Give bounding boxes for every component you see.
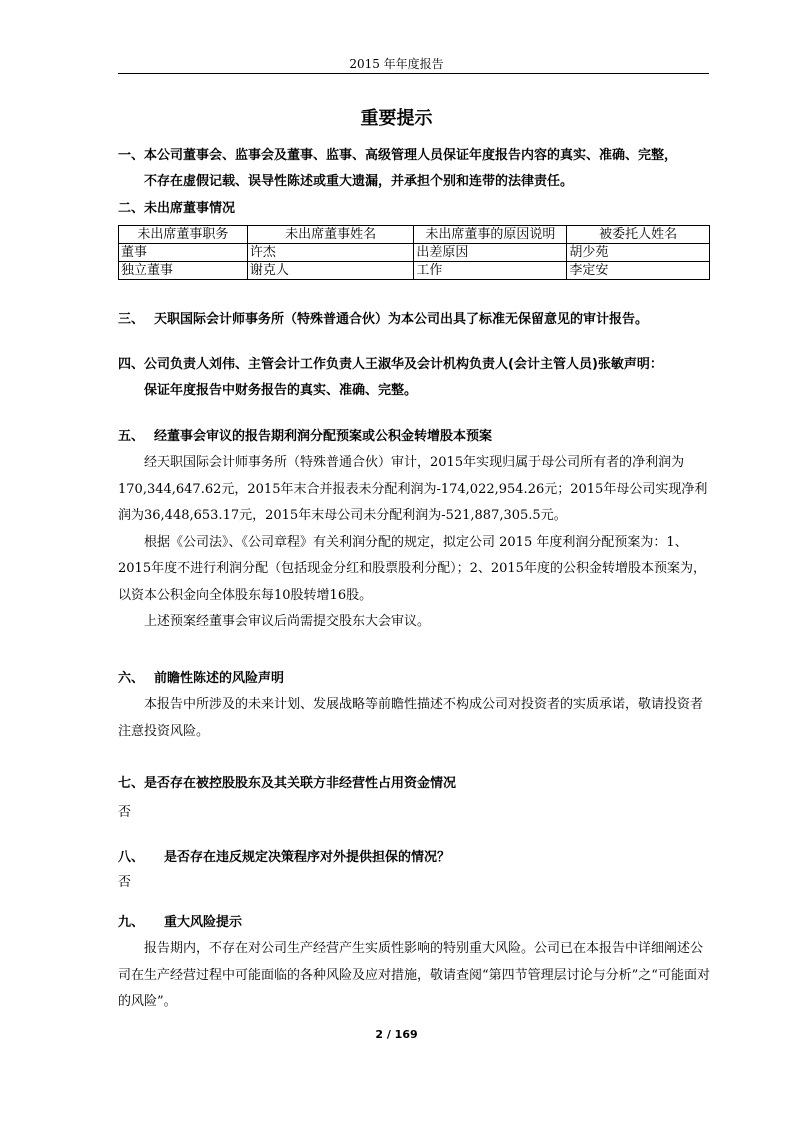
page-number: 2 / 169 bbox=[375, 1028, 418, 1041]
section-7-heading bbox=[118, 771, 710, 797]
section-5 bbox=[118, 424, 710, 636]
table-cell: 李定安 bbox=[567, 262, 710, 280]
section-9 bbox=[118, 910, 710, 1016]
section-8-title: 是否存在违反规定决策程序对外提供担保的情况？ bbox=[164, 850, 451, 865]
section-7-answer: 否 bbox=[118, 805, 132, 820]
section-3-text: 天职国际会计师事务所（特殊普通合伙）为本公司出具了标准无保留意见的审计报告。 bbox=[154, 312, 649, 327]
section-5-paragraph-2: 根据《公司法》、《公司章程》有关利润分配的规定，拟定公司 2015 年度利润分配预案为：1、2015年度不进行利润分配（包括现金分红和股票股利分配）；2、2015年度的公积金转增股本预案为，以资本公积金向全体股东每10股转增16股。 bbox=[118, 534, 706, 603]
section-9-number: 九、 bbox=[118, 915, 145, 930]
section-4-line-1 bbox=[118, 352, 710, 378]
table-row bbox=[119, 262, 710, 280]
section-8-number: 八、 bbox=[118, 850, 145, 865]
table-cell: 谢克人 bbox=[247, 262, 414, 280]
section-5-paragraph-3: 上述预案经董事会审议后尚需提交股东大会审议。 bbox=[144, 614, 431, 629]
table-header-cell: 未出席董事的原因说明 bbox=[414, 226, 567, 244]
section-9-paragraph: 报告期内，不存在对公司生产经营产生实质性影响的特别重大风险。公司已在本报告中详细阐述公司在生产经营过程中可能面临的各种风险及应对措施，敬请查阅“第四节管理层讨论与分析”之“可能面对的风险”。 bbox=[118, 941, 710, 1009]
section-1-number: 一、 bbox=[118, 148, 145, 163]
section-4-number: 四、 bbox=[118, 357, 145, 372]
table-header-cell: 未出席董事职务 bbox=[119, 226, 248, 244]
table-cell: 工作 bbox=[414, 262, 567, 280]
table-cell: 独立董事 bbox=[119, 262, 248, 280]
section-5-heading bbox=[118, 424, 710, 450]
running-header: 2015 年年度报告 bbox=[349, 57, 444, 71]
section-6-paragraph: 本报告中所涉及的未来计划、发展战略等前瞻性描述不构成公司对投资者的实质承诺，敬请投资者注意投资风险。 bbox=[118, 697, 704, 739]
section-4-text-1: 公司负责人刘伟、主管会计工作负责人王淑华及会计机构负责人(会计主管人员)张敏声明： bbox=[144, 357, 663, 372]
table-header-row bbox=[119, 226, 710, 244]
section-8-heading bbox=[118, 845, 710, 871]
section-7 bbox=[118, 771, 710, 823]
section-6 bbox=[118, 666, 710, 745]
section-7-number: 七、 bbox=[118, 776, 145, 791]
section-7-title: 是否存在被控股股东及其关联方非经营性占用资金情况 bbox=[144, 776, 457, 791]
section-6-heading bbox=[118, 666, 710, 692]
section-6-number: 六、 bbox=[118, 671, 145, 686]
section-1 bbox=[118, 143, 710, 195]
section-2-number: 二、 bbox=[118, 201, 145, 216]
section-5-title: 经董事会审议的报告期利润分配预案或公积金转增股本预案 bbox=[154, 429, 493, 444]
section-9-heading bbox=[118, 910, 710, 936]
section-4 bbox=[118, 352, 710, 404]
table-row bbox=[119, 244, 710, 262]
section-1-line-1 bbox=[118, 143, 710, 169]
table-cell: 许杰 bbox=[247, 244, 414, 262]
section-4-line-2: 保证年度报告中财务报告的真实、准确、完整。 bbox=[144, 383, 418, 398]
section-5-paragraph-1: 经天职国际会计师事务所（特殊普通合伙）审计，2015年实现归属于母公司所有者的净利润为170,344,647.62元，2015年末合并报表未分配利润为-174,022,954.26元；2015年母公司实现净利润为36,448,653.17元，2015年末母公司未分配利润为-521,887,305.5元。 bbox=[118, 455, 708, 523]
section-3 bbox=[118, 307, 710, 333]
table-header-cell: 未出席董事姓名 bbox=[247, 226, 414, 244]
section-1-line-2: 不存在虚假记载、误导性陈述或重大遗漏，并承担个别和连带的法律责任。 bbox=[144, 174, 574, 189]
section-8 bbox=[118, 845, 710, 893]
section-6-title: 前瞻性陈述的风险声明 bbox=[154, 671, 285, 686]
section-2-heading bbox=[118, 196, 710, 222]
section-1-text-1: 本公司董事会、监事会及董事、监事、高级管理人员保证年度报告内容的真实、准确、完整， bbox=[144, 148, 678, 163]
header-rule bbox=[118, 73, 709, 74]
section-9-title: 重大风险提示 bbox=[164, 915, 243, 930]
section-2 bbox=[118, 196, 710, 280]
section-2-title: 未出席董事情况 bbox=[144, 201, 236, 216]
page-title: 重要提示 bbox=[360, 108, 433, 129]
section-8-answer: 否 bbox=[118, 875, 132, 890]
absent-directors-table bbox=[118, 225, 710, 280]
table-header-cell: 被委托人姓名 bbox=[567, 226, 710, 244]
section-3-number: 三、 bbox=[118, 312, 145, 327]
section-5-number: 五、 bbox=[118, 429, 145, 444]
section-3-line bbox=[118, 307, 710, 333]
table-cell: 胡少苑 bbox=[567, 244, 710, 262]
table-cell: 出差原因 bbox=[414, 244, 567, 262]
table-cell: 董事 bbox=[119, 244, 248, 262]
